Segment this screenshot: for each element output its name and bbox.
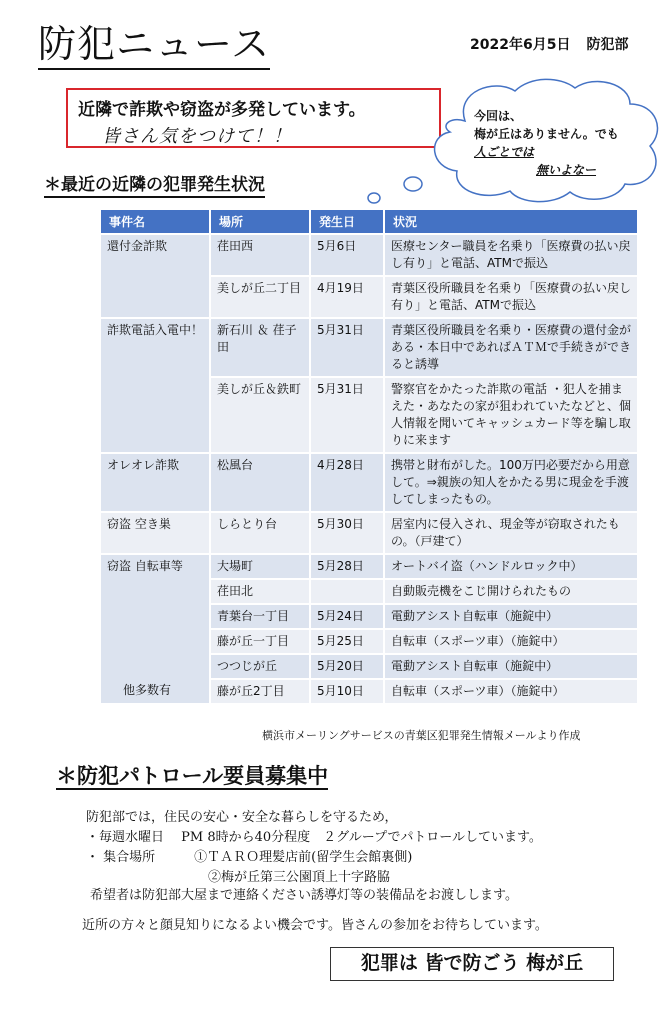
- crime-type-cell: 窃盗 空き巣: [101, 513, 209, 553]
- column-header: 事件名: [101, 210, 209, 233]
- date-cell: 5月20日: [311, 655, 383, 678]
- date-cell: 5月6日: [311, 235, 383, 275]
- crime-table: [99, 208, 639, 705]
- place-cell: 藤が丘2丁目: [211, 680, 309, 703]
- date-cell: [311, 580, 383, 603]
- patrol-closing: 近所の方々と顔見知りになるよい機会です。皆さんの参加をお待ちしています。: [82, 918, 548, 933]
- place-cell: 青葉台一丁目: [211, 605, 309, 628]
- table-row: [101, 319, 637, 376]
- issuer-name: 防犯部: [586, 37, 629, 53]
- source-note: 横浜市メーリングサービスの青葉区犯罪発生情報メールより作成: [262, 729, 581, 742]
- date-cell: 4月19日: [311, 277, 383, 317]
- date-cell: 5月25日: [311, 630, 383, 653]
- detail-cell: 自動販売機をこじ開けられたもの: [385, 580, 637, 603]
- detail-cell: 自転車（スポーツ車）（施錠中）: [385, 630, 637, 653]
- place-cell: 大場町: [211, 555, 309, 578]
- alert-line-2: 皆さん気をつけて！！: [102, 126, 292, 147]
- table-header-row: [101, 210, 637, 233]
- bubble-dot: [404, 177, 422, 191]
- place-cell: 荏田北: [211, 580, 309, 603]
- detail-cell: 青葉区役所職員を名乗り・医療費の還付金がある・本日中であればＡＴＭで手続きができると誘導: [385, 319, 637, 376]
- crime-type-cell: 還付金詐欺: [101, 235, 209, 317]
- section-heading-text: ＊防犯パトロール要員募集中: [56, 764, 329, 788]
- patrol-intro: 防犯部では，住民の安心・安全な暮らしを守るため，: [86, 810, 398, 825]
- detail-cell: 電動アシスト自転車（施錠中）: [385, 655, 637, 678]
- detail-cell: 医療センター職員を名乗り「医療費の払い戻し有り」と電話、ATMで振込: [385, 235, 637, 275]
- crime-type-cell: オレオレ詐欺: [101, 454, 209, 511]
- place-cell: 荏田西: [211, 235, 309, 275]
- place-cell: しらとり台: [211, 513, 309, 553]
- table-row: [101, 454, 637, 511]
- page-title: 防犯ニュース: [38, 22, 270, 70]
- crime-type-label: 窃盗 自転車等: [107, 559, 183, 573]
- patrol-meeting-place-1: ・ 集合場所 ①ＴＡＲＯ理髪店前(留学生会館裏側): [86, 850, 413, 865]
- table-row: [101, 555, 637, 578]
- place-cell: 新石川 ＆ 荏子田: [211, 319, 309, 376]
- place-cell: 松風台: [211, 454, 309, 511]
- date-cell: 5月24日: [311, 605, 383, 628]
- section-heading-patrol: [56, 760, 328, 790]
- alert-box: [66, 88, 441, 148]
- column-header: 状況: [385, 210, 637, 233]
- date-cell: 4月28日: [311, 454, 383, 511]
- table-row: [101, 513, 637, 553]
- bubble-line-2: 梅が丘はありません。でも: [474, 127, 619, 141]
- bubble-line-4: 無いよなー: [536, 163, 597, 177]
- detail-cell: オートバイ盗（ハンドルロック中）: [385, 555, 637, 578]
- patrol-contact: 希望者は防犯部大屋まで連絡ください誘導灯等の装備品をお渡しします。: [90, 888, 518, 903]
- table-row: [101, 235, 637, 275]
- header-meta: [470, 34, 644, 54]
- date-cell: 5月31日: [311, 319, 383, 376]
- column-header: 場所: [211, 210, 309, 233]
- detail-cell: 電動アシスト自転車（施錠中）: [385, 605, 637, 628]
- issue-date: 2022年6月5日: [470, 37, 571, 53]
- crime-type-cell: [101, 555, 209, 703]
- date-cell: 5月30日: [311, 513, 383, 553]
- patrol-meeting-place-2: ②梅が丘第三公園頂上十字路脇: [208, 870, 391, 885]
- place-cell: 美しが丘二丁目: [211, 277, 309, 317]
- detail-cell: 居室内に侵入され、現金等が窃取されたもの。（戸建て）: [385, 513, 637, 553]
- bubble-line-3: 人ごとでは: [474, 145, 535, 159]
- bubble-text: [474, 107, 619, 179]
- date-cell: 5月10日: [311, 680, 383, 703]
- date-cell: 5月28日: [311, 555, 383, 578]
- section-heading-text: ＊最近の近隣の犯罪発生状況: [44, 175, 265, 198]
- crime-type-cell: 詐欺電話入電中！: [101, 319, 209, 452]
- detail-cell: 携帯と財布がした。100万円必要だから用意して。⇒親族の知人をかたる男に現金を手渡してしまったもの。: [385, 454, 637, 511]
- others-note: 他多数有: [123, 683, 172, 697]
- date-cell: 5月31日: [311, 378, 383, 452]
- bubble-line-1: 今回は、: [474, 109, 523, 123]
- detail-cell: 青葉区役所職員を名乗り「医療費の払い戻し有り」と電話、ATMで振込: [385, 277, 637, 317]
- place-cell: つつじが丘: [211, 655, 309, 678]
- slogan-box: 犯罪は 皆で防ごう 梅が丘: [330, 947, 614, 981]
- detail-cell: 警察官をかたった詐欺の電話 ・犯人を捕まえた・あなたの家が狙われていたなどと、個人情報を聞いてキャッシュカード等を騙し取りに来ます: [385, 378, 637, 452]
- patrol-schedule: ・毎週水曜日 PM 8時から40分程度 ２グループでパトロールしています。: [86, 830, 542, 845]
- alert-line-1: 近隣で詐欺や窃盗が多発しています。: [78, 100, 366, 120]
- section-heading-crime: [44, 170, 265, 195]
- bubble-dot: [368, 193, 380, 203]
- detail-cell: 自転車（スポーツ車）（施錠中）: [385, 680, 637, 703]
- column-header: 発生日: [311, 210, 383, 233]
- place-cell: 美しが丘＆鉄町: [211, 378, 309, 452]
- place-cell: 藤が丘一丁目: [211, 630, 309, 653]
